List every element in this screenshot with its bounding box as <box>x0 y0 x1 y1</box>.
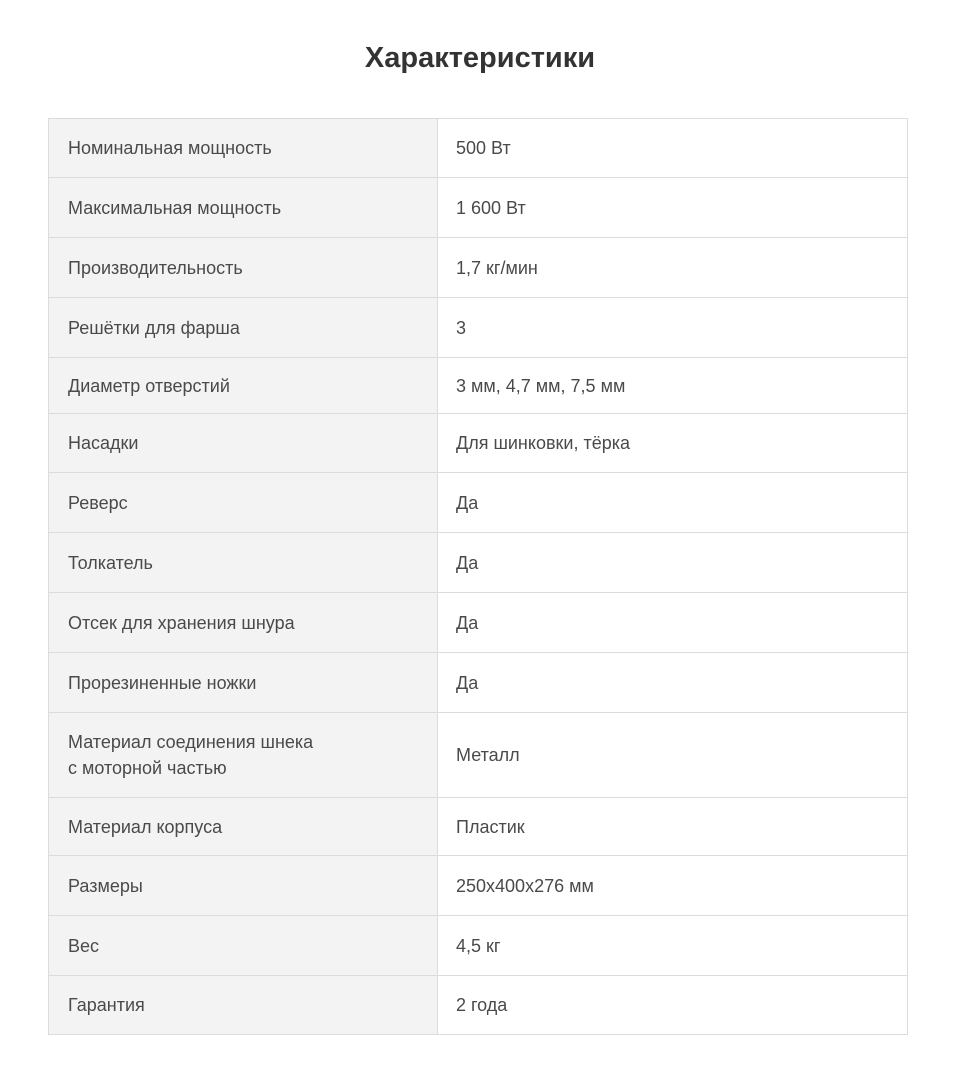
spec-value: Да <box>438 653 908 713</box>
page-title: Характеристики <box>364 42 596 74</box>
table-row <box>49 473 908 533</box>
table-row <box>49 798 908 856</box>
table-row <box>49 298 908 358</box>
table-row <box>49 414 908 473</box>
table-row <box>49 119 908 178</box>
spec-value: 3 мм, 4,7 мм, 7,5 мм <box>438 358 908 414</box>
spec-label: Реверс <box>49 473 438 533</box>
spec-value: Пластик <box>438 798 908 856</box>
table-row <box>49 533 908 593</box>
spec-value: 2 года <box>438 976 908 1035</box>
spec-value: Да <box>438 593 908 653</box>
table-row <box>49 856 908 916</box>
table-row <box>49 358 908 414</box>
spec-value: Для шинковки, тёрка <box>438 414 908 473</box>
spec-label: Отсек для хранения шнура <box>49 593 438 653</box>
spec-label: Насадки <box>49 414 438 473</box>
table-row <box>49 713 908 798</box>
spec-label: Размеры <box>49 856 438 916</box>
spec-value: Да <box>438 473 908 533</box>
spec-label: Диаметр отверстий <box>49 358 438 414</box>
spec-label: Решётки для фарша <box>49 298 438 358</box>
spec-value: 1,7 кг/мин <box>438 238 908 298</box>
spec-value: 3 <box>438 298 908 358</box>
spec-value: 250x400x276 мм <box>438 856 908 916</box>
table-row <box>49 916 908 976</box>
spec-label: Прорезиненные ножки <box>49 653 438 713</box>
table-row <box>49 653 908 713</box>
spec-label: Материал корпуса <box>49 798 438 856</box>
spec-label: Материал соединения шнека с моторной частью <box>49 713 438 798</box>
spec-label: Вес <box>49 916 438 976</box>
table-row <box>49 238 908 298</box>
table-row <box>49 976 908 1035</box>
spec-label: Производительность <box>49 238 438 298</box>
spec-value: Да <box>438 533 908 593</box>
table-row <box>49 593 908 653</box>
spec-value: 4,5 кг <box>438 916 908 976</box>
spec-value: Металл <box>438 713 908 798</box>
table-row <box>49 178 908 238</box>
spec-label: Толкатель <box>49 533 438 593</box>
spec-label: Номинальная мощность <box>49 119 438 178</box>
spec-label: Максимальная мощность <box>49 178 438 238</box>
spec-value: 500 Вт <box>438 119 908 178</box>
specifications-table <box>48 118 908 1035</box>
spec-label: Гарантия <box>49 976 438 1035</box>
spec-value: 1 600 Вт <box>438 178 908 238</box>
